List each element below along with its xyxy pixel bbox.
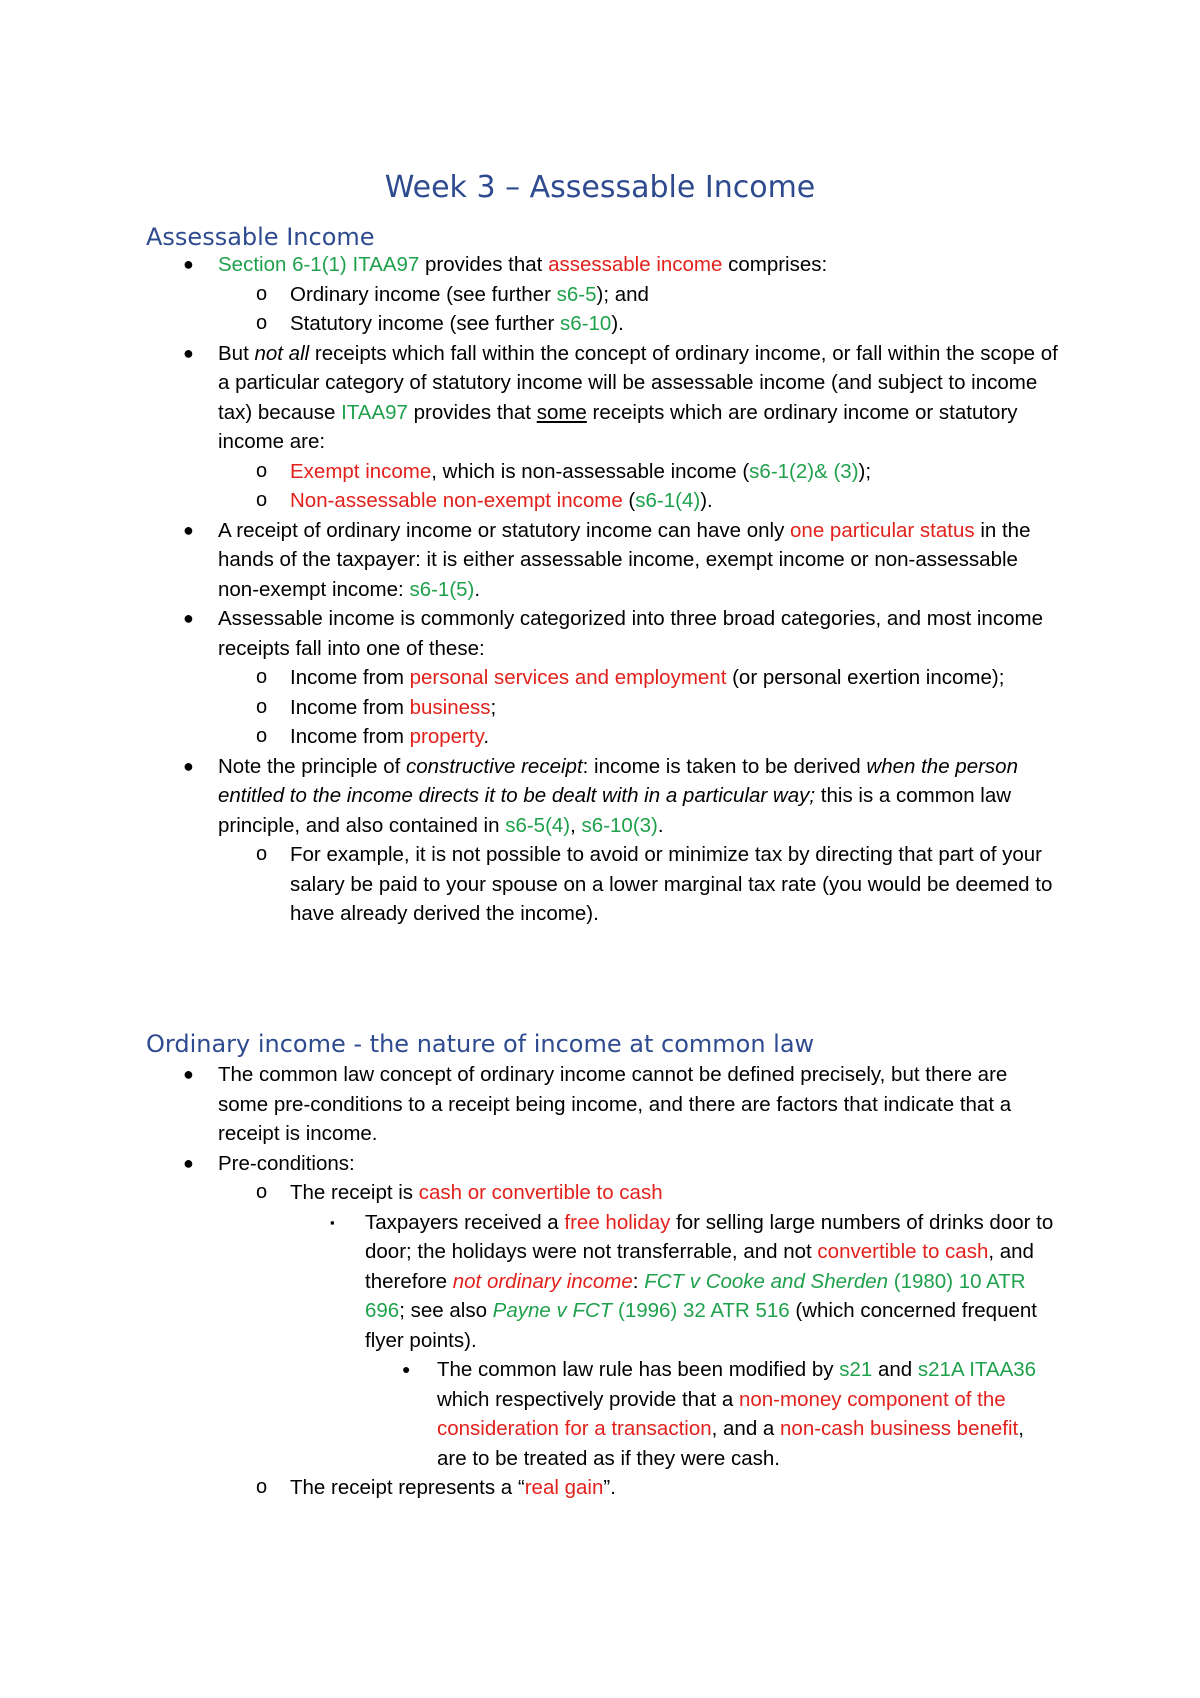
statute-ref: s6-10(3) (581, 813, 658, 837)
key-term: assessable income (548, 253, 723, 276)
bullet-small-dot: ● (402, 1361, 411, 1377)
text: The receipt is (290, 1181, 419, 1204)
statute-ref: s21 (839, 1358, 873, 1381)
bullet-circle: o (256, 1181, 268, 1203)
list-item (0, 1355, 1058, 1473)
case-citation: (1980) 10 ATR 696 (365, 1269, 1026, 1322)
list-item (0, 604, 1058, 663)
key-term: one particular status (790, 518, 975, 542)
text: ). (611, 312, 624, 335)
text: comprises: (722, 253, 828, 276)
text: ; (490, 695, 497, 719)
text: provides that (419, 253, 549, 276)
text: For example, it is not possible to avoid or minimize tax by directing that part of your salary be paid to your spouse on a lower marginal tax rate (you would be deemed to have already derived the income). (290, 843, 1053, 925)
bullet-dot: ● (183, 1152, 194, 1173)
key-term: Non-assessable non-exempt income (290, 489, 623, 512)
list-item (0, 663, 1058, 693)
text: , are to be treated as if they were cash. (437, 1417, 1024, 1470)
text: ; see also (399, 1299, 493, 1322)
text: But (218, 341, 255, 365)
text: ”. (603, 1476, 616, 1499)
key-term: non-money component of the consideration for a transaction (437, 1387, 1006, 1440)
text: : (632, 1269, 645, 1293)
bullet-dot: ● (183, 608, 194, 628)
section-ordinary-income (0, 1060, 1200, 1503)
text: Note the principle of (218, 754, 407, 778)
text: ); and (596, 282, 649, 306)
text: The common law rule has been modified by (437, 1358, 840, 1381)
text: Income from (290, 725, 410, 748)
statute-ref: s6-1(5) (409, 577, 475, 601)
text: ( (622, 489, 636, 512)
bullet-circle: o (256, 489, 268, 511)
text: receipts which fall within the concept of ordinary income, or fall within the scope of a particular category of statutory income will be assessable income (and subject to income tax) because (218, 341, 1058, 424)
text: A receipt of ordinary income or statutory income can have only (218, 518, 791, 542)
text: ). (700, 489, 713, 512)
statute-ref: s6-5(4) (505, 813, 571, 837)
section-heading-ordinary-income: Ordinary income - the nature of income at common law (146, 1030, 815, 1058)
underlined-text: some (536, 400, 587, 424)
key-term: cash or convertible to cash (418, 1181, 663, 1204)
statute-ref: Section 6-1(1) ITAA97 (218, 253, 420, 276)
statute-ref: s6-10 (560, 312, 612, 335)
list-item (0, 309, 1058, 339)
bullet-dot: ● (183, 755, 194, 776)
text: , which is non-assessable income ( (431, 459, 750, 483)
list-item (0, 457, 1058, 487)
text: The receipt represents a “ (290, 1476, 525, 1499)
statute-ref: s6-1(2)& (3) (749, 459, 859, 483)
statute-ref: ITAA97 (341, 400, 408, 424)
bullet-circle: o (256, 725, 268, 747)
text: , (570, 813, 582, 837)
key-term: free holiday (564, 1210, 671, 1234)
list-item (0, 516, 1058, 605)
text: : income is taken to be derived (582, 754, 867, 778)
emphasis: not all (254, 341, 310, 365)
bullet-circle: o (256, 1476, 268, 1498)
list-item (0, 1149, 1058, 1179)
text: . (474, 577, 481, 601)
list-item (0, 752, 1058, 841)
text: Income from (290, 666, 410, 689)
bullet-dot: ● (183, 519, 194, 540)
list-item (0, 722, 1058, 752)
text: and (872, 1358, 918, 1381)
text: Ordinary income (see further (290, 282, 557, 306)
list-item (0, 1208, 1058, 1356)
key-term: property (409, 725, 484, 748)
list-item (0, 1178, 1058, 1208)
text: Assessable income is commonly categorized into three broad categories, and most income receipts fall into one of these: (218, 607, 1043, 660)
text: , and therefore (365, 1240, 1034, 1293)
list-item (0, 486, 1058, 516)
list-item (0, 339, 1058, 457)
case-name: Payne v FCT (492, 1299, 613, 1322)
bullet-square: ▪ (330, 1214, 335, 1230)
text: Statutory income (see further (290, 312, 561, 335)
statute-ref: s6-1(4) (635, 489, 701, 512)
bullet-circle: o (256, 666, 268, 688)
text: . (483, 725, 490, 748)
list-item (0, 693, 1058, 723)
statute-ref: s6-5 (556, 282, 597, 306)
text: receipts which are ordinary income or statutory income are: (218, 400, 1018, 453)
text: provides that (407, 400, 537, 424)
case-citation: (1996) 32 ATR 516 (612, 1299, 790, 1322)
text: The common law concept of ordinary income cannot be defined precisely, but there are some pre-conditions to a receipt being income, and there are factors that indicate that a receipt is income. (218, 1063, 1012, 1145)
text: in the hands of the taxpayer: it is either assessable income, exempt income or non-assessable non-exempt income: (218, 518, 1031, 601)
key-term: convertible to cash (817, 1240, 989, 1263)
text: Taxpayers received a (365, 1210, 565, 1234)
list-item (0, 1060, 1058, 1149)
key-term: personal services and employment (409, 666, 727, 689)
key-term: Exempt income (290, 459, 432, 483)
section-assessable-income (0, 250, 1200, 929)
key-term: real gain (524, 1476, 604, 1499)
statute-ref: s21A ITAA36 (917, 1358, 1037, 1381)
bullet-dot: ● (183, 254, 194, 274)
bullet-circle: o (256, 282, 268, 305)
list-item (0, 840, 1058, 929)
text: Income from (290, 695, 410, 719)
case-name: FCT v Cooke and Sherden (644, 1269, 889, 1293)
bullet-circle: o (256, 459, 268, 482)
bullet-circle: o (256, 695, 268, 718)
text: Pre-conditions: (218, 1151, 355, 1175)
emphasis: when the person entitled to the income directs it to be dealt with in a particular way; (218, 754, 1018, 807)
list-item (0, 280, 1058, 310)
key-term: non-cash business benefit (780, 1417, 1019, 1440)
list-item (0, 1473, 1058, 1503)
key-term: business (409, 695, 491, 719)
text: (which concerned frequent flyer points). (365, 1299, 1037, 1352)
text: ); (858, 459, 872, 483)
bullet-circle: o (256, 312, 268, 334)
text: for selling large numbers of drinks door to door; the holidays were not transferrable, and not (365, 1210, 1054, 1263)
text: this is a common law principle, and also contained in (218, 784, 1012, 837)
section-heading-assessable-income: Assessable Income (146, 223, 375, 251)
text: . (657, 813, 664, 837)
text: (or personal exertion income); (726, 666, 1005, 689)
list-item (0, 250, 1058, 280)
page-title: Week 3 – Assessable Income (384, 170, 816, 205)
bullet-circle: o (256, 843, 268, 865)
text: , and a (711, 1417, 781, 1440)
bullet-dot: ● (183, 1064, 194, 1084)
emphasis: constructive receipt (406, 754, 583, 778)
key-term: not ordinary income (452, 1269, 633, 1293)
bullet-dot: ● (183, 342, 194, 363)
text: which respectively provide that a (437, 1387, 739, 1411)
